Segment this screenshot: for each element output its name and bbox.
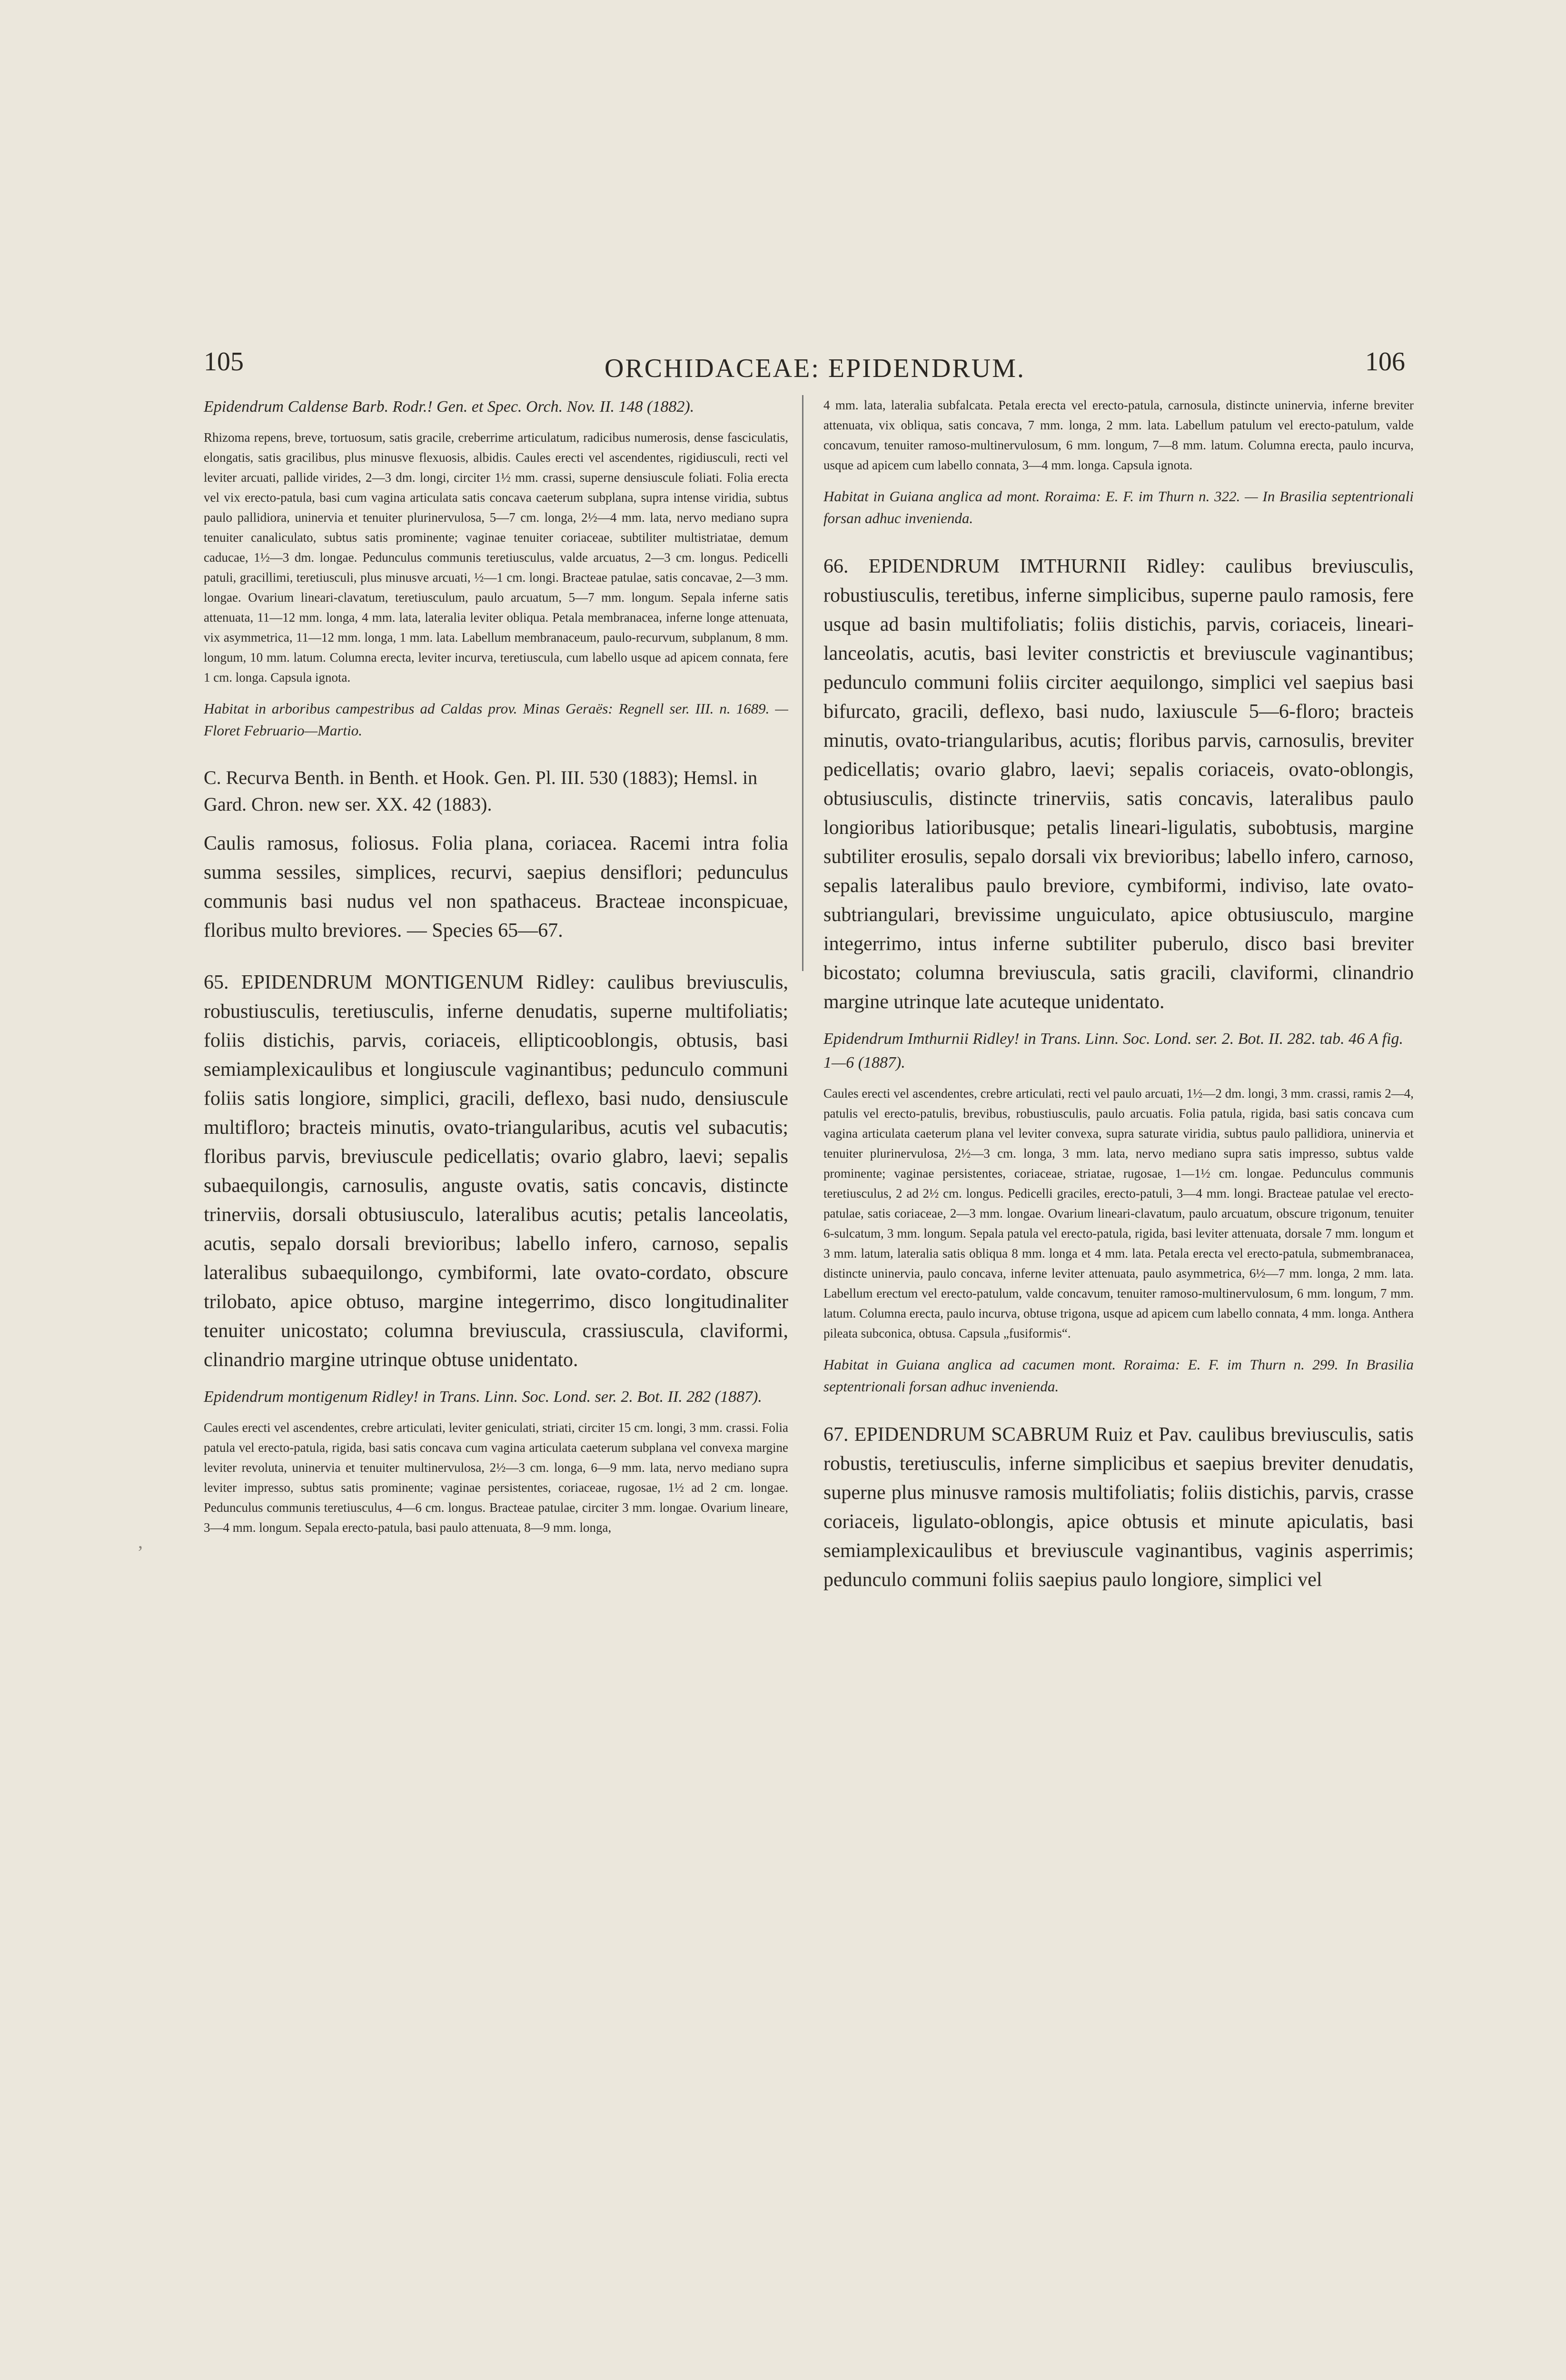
section-description: Caulis ramosus, foliosus. Folia plana, coriacea. Racemi intra folia summa sessiles, simplices, recurvi, saepius densiflori; pedunculus communis basi nudus vel non spathaceus. Bracteae inconspicuae, floribus multo breviores. — Species 65—67. [204, 833, 788, 942]
description-montigenum-continued: 4 mm. lata, lateralia subfalcata. Petala erecta vel erecto-patula, carnosula, distincte uninervia, inferne breviter attenuata, vix obliqua, satis concava, 7 mm. longa, 2 mm. lata. Labellum patulum vel erecto-patulum, valde concavum, tenuiter ramoso-multinervulosum, 6 mm. longum, 7—8 mm. latum. Columna erecta, paulo incurva, usque ad apicem cum labello connata, 3—4 mm. longa. Capsula ignota. [823, 398, 1414, 472]
left-page-number: 105 [204, 347, 244, 377]
right-page-number: 106 [1365, 347, 1405, 377]
habitat-imthurnii: Habitat in Guiana anglica ad cacumen mont. Roraima: E. F. im Thurn n. 299. In Brasilia septentrionali forsan adhuc invenienda. [823, 1356, 1414, 1395]
description-imthurnii: Caules erecti vel ascendentes, crebre articulati, recti vel paulo arcuati, 1½—2 dm. longi, 3 mm. crassi, ramis 2—4, patulis vel erecto-patulis, brevibus, robustiusculis, paulo arcuatis. Folia patula, rigida, basi satis concava cum vagina articulata caeterum plana vel leviter convexa, supra saturate viridia, subtus paulo pallidiora, uninervia et tenuiter plurinervulosa, 2½—3 cm. longa, 3 mm. lata, nervo mediano supra satis impresso, subtus valde prominente; vaginae persistentes, coriaceae, striatae, rugosae, 1—1½ cm. longae. Pedunculus communis teretiusculus, 2 ad 2½ cm. longus. Pedicelli graciles, erecto-patuli, 3—4 mm. longi. Bracteae patulae vel erecto-patulae, satis coriaceae, 2—3 mm. longae. Ovarium lineari-clavatum, paulo arcuatum, obscure trigonum, tenuiter 6-sulcatum, 3 mm. longum. Sepala patula vel erecto-patula, rigida, basi leviter attenuata, dorsale 7 mm. longum et 3 mm. latum, lateralia satis obliqua 8 mm. longa et 4 mm. lata. Petala erecta vel erecto-patula, submembranacea, distincte uninervia, paulo concava, inferne leviter attenuata, paulo asymmetrica, 6½—7 mm. longa, 2 mm. lata. Labellum erectum vel erecto-patulum, valde concavum, tenuiter ramoso-multinervulosum, 6 mm. longum, 7 mm. latum. Columna erecta, paulo incurva, obtuse trigona, usque ad apicem cum labello connata, 4 mm. longa. Anthera pileata subconica, obtusa. Capsula „fusiformis“. [823, 1086, 1414, 1340]
species-66-diagnosis: 66. EPIDENDRUM IMTHURNII Ridley: caulibus breviusculis, robustiusculis, teretibus, inferne simplicibus, superne paulo ramosis, fere usque ad basin multifoliatis; foliis distichis, parvis, coriaceis, lineari-lanceolatis, acutis, basi leviter constrictis et breviuscule vaginantibus; pedunculo communi foliis circiter aequilongo, simplici vel saepius basi bifurcato, gracili, deflexo, basi nudo, laxiuscule 5—6-floro; bracteis minutis, ovato-triangularibus, acutis; floribus parvis, carnosulis, breviter pedicellatis; ovario glabro, laevi; sepalis coriaceis, ovato-oblongis, obtusiusculis, distincte trinerviis, satis concavis, lateralibus paulo longioribus latioribusque; petalis lineari-ligulatis, subobtusis, margine subtiliter erosulis, sepalo dorsali vix brevioribus; labello infero, carnoso, sepalis lateralibus paulo breviore, cymbiformi, indiviso, late ovato-subtriangulari, brevissime unguiculato, apice obtusiusculo, margine integerrimo, intus inferne subtiliter puberulo, disco basi breviter bicostato; columna breviuscula, satis gracili, claviformi, clinandrio margine utrinque late acuteque unidentato. [823, 555, 1414, 1013]
reference-imthurnii: Epidendrum Imthurnii Ridley! in Trans. Linn. Soc. Lond. ser. 2. Bot. II. 282. tab. 46 A fig. 1—6 (1887). [823, 1030, 1404, 1071]
description-caldense: Rhizoma repens, breve, tortuosum, satis gracile, creberrime articulatum, radicibus numerosis, dense fasciculatis, elongatis, satis gracilibus, plus minusve flexuosis, albidis. Caules erecti vel ascendentes, rigidiusculi, recti vel leviter arcuati, pallide virides, 2—3 dm. longi, circiter 1½ mm. crassi, superne densiuscule foliati. Folia erecta vel vix erecto-patula, basi cum vagina articulata satis concava caeterum subplana, supra intense viridia, subtus paulo pallidiora, uninervia et tenuiter plurinervulosa, 5—7 cm. longa, 2½—4 mm. lata, nervo mediano supra tenuiter canaliculato, subtus satis prominente; vaginae tenuiter coriaceae, subtiliter multistriatae, demum caducae, 1½—3 dm. longae. Pedunculus communis teretiusculus, valde arcuatus, 2—3 cm. longus. Pedicelli patuli, gracillimi, teretiusculi, plus minusve arcuati, ½—1 cm. longi. Bracteae patulae, satis concavae, 2—3 mm. longae. Ovarium lineari-clavatum, teretiusculum, paulo arcuatum, 5—7 mm. longum. Sepala inferne satis attenuata, 11—12 mm. longa, 4 mm. lata, lateralia leviter obliqua. Petala membranacea, inferne longe attenuata, vix asymmetrica, 11—12 mm. longa, 1 mm. lata. Labellum membranaceum, paulo-recurvum, subplanum, 8 mm. longum, 10 mm. latum. Columna erecta, leviter incurva, teretiuscula, cum labello usque ad apicem connata, fere 1 cm. longa. Capsula ignota. [204, 430, 788, 684]
habitat-montigenum: Habitat in Guiana anglica ad mont. Roraima: E. F. im Thurn n. 322. — In Brasilia septentrionali forsan adhuc invenienda. [823, 488, 1414, 526]
column-rule [802, 395, 803, 971]
left-column [204, 395, 788, 1547]
reference-montigenum: Epidendrum montigenum Ridley! in Trans. Linn. Soc. Lond. ser. 2. Bot. II. 282 (1887). [204, 1388, 762, 1406]
species-65-diagnosis: 65. EPIDENDRUM MONTIGENUM Ridley: caulibus breviusculis, robustiusculis, teretiusculis, inferne denudatis, superne multifoliatis; foliis distichis, parvis, coriaceis, ellipticooblongis, obtusis, basi semiamplexicaulibus et longiuscule vaginantibus; pedunculo communi foliis satis longiore, simplici, gracili, deflexo, basi nudo, densiuscule multifloro; bracteis minutis, ovato-triangularibus, acutis vel subacutis; floribus parvis, breviuscule pedicellatis; ovario glabro, laevi; sepalis subaequilongis, carnosulis, anguste ovatis, satis concavis, distincte trinerviis, dorsali obtusiusculo, lateralibus acutis; petalis lanceolatis, acutis, sepalo dorsali brevioribus; labello infero, carnoso, sepalis lateralibus subaequilongo, cymbiformi, late ovato-cordato, obscure trilobato, apice obtuso, margine integerrimo, disco longitudinaliter tenuiter unicostato; columna breviuscula, crassiuscula, claviformi, clinandrio margine utrinque obtuse unidentato. [204, 972, 788, 1371]
species-67-diagnosis: 67. EPIDENDRUM SCABRUM Ruiz et Pav. caulibus breviusculis, satis robustis, teretiusculis, inferne simplicibus et saepius breviter denudatis, superne plus minusve ramosis multifoliatis; foliis distichis, parvis, crasse coriaceis, ligulato-oblongis, apice obtusis et minute apiculatis, basi semiamplexicaulibus et breviuscule vaginantibus, vaginis asperrimis; pedunculo communi foliis saepius paulo longiore, simplici vel [823, 1424, 1414, 1591]
reference-caldense: Epidendrum Caldense Barb. Rodr.! Gen. et Spec. Orch. Nov. II. 148 (1882). [204, 398, 694, 416]
right-column [823, 395, 1414, 1605]
habitat-caldense: Habitat in arboribus campestribus ad Caldas prov. Minas Geraës: Regnell ser. III. n. 1689. — Floret Februario—Martio. [204, 700, 788, 739]
running-title: ORCHIDACEAE: EPIDENDRUM. [605, 354, 1025, 383]
margin-mark: , [138, 1531, 143, 1552]
section-heading-recurva: C. Recurva Benth. in Benth. et Hook. Gen. Pl. III. 530 (1883); Hemsl. in Gard. Chron. new ser. XX. 42 (1883). [204, 767, 758, 815]
description-montigenum: Caules erecti vel ascendentes, crebre articulati, leviter geniculati, striati, circiter 15 cm. longi, 3 mm. crassi. Folia patula vel erecto-patula, rigida, basi satis concava cum vagina articulata caeterum subplana vel convexa margine leviter revoluta, uninervia et tenuiter multinervulosa, 2½—3 cm. longa, 6—9 mm. lata, nervo mediano supra leviter impresso, subtus satis prominente; vaginae persistentes, coriaceae, rugosae, 1½ ad 2 cm. longae. Pedunculus communis teretiusculus, 4—6 cm. longus. Bracteae patulae, circiter 3 mm. longae. Ovarium lineare, 3—4 mm. longum. Sepala erecto-patula, basi paulo attenuata, 8—9 mm. longa, [204, 1420, 788, 1535]
